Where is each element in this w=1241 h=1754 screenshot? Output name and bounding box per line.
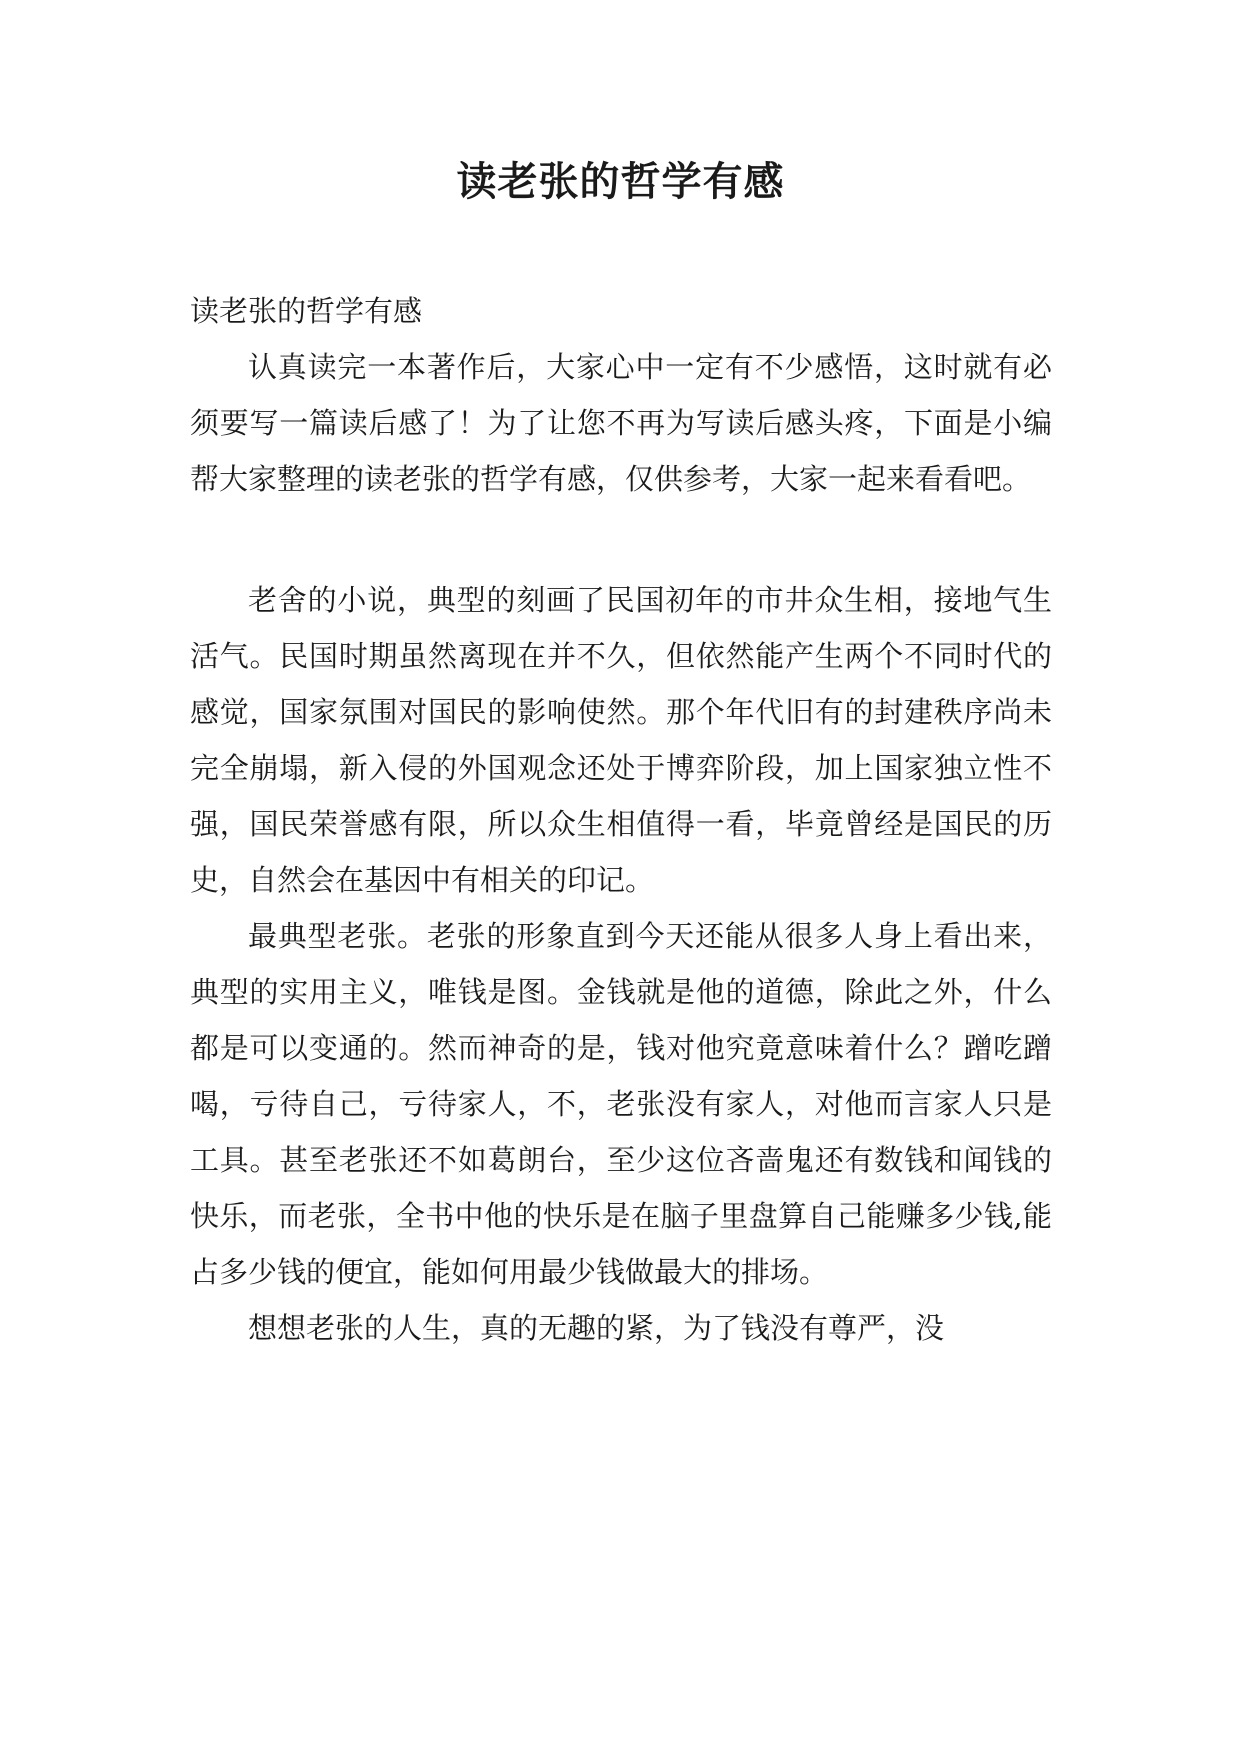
document-title: 读老张的哲学有感: [456, 159, 785, 205]
intro-paragraph: 认真读完一本著作后，大家心中一定有不少感悟，这时就有必须要写一篇读后感了！为了让您不再为写读后感头疼，下面是小编帮大家整理的读老张的哲学有感，仅供参考，大家一起来看看吧。: [190, 350, 1052, 496]
paragraph-spacer: [190, 507, 1052, 572]
document-subtitle: 读老张的哲学有感: [190, 294, 423, 328]
document-body: [190, 283, 1052, 1356]
body-paragraph: 老舍的小说，典型的刻画了民国初年的市井众生相，接地气生活气。民国时期虽然离现在并不久，但依然能产生两个不同时代的感觉，国家氛围对国民的影响使然。那个年代旧有的封建秩序尚未完全崩塌，新入侵的外国观念还处于博弈阶段，加上国家独立性不强，国民荣誉感有限，所以众生相值得一看，毕竟曾经是国民的历史，自然会在基因中有相关的印记。: [190, 583, 1052, 897]
body-paragraph: 想想老张的人生，真的无趣的紧，为了钱没有尊严，没: [248, 1311, 945, 1345]
body-paragraph: 最典型老张。老张的形象直到今天还能从很多人身上看出来，典型的实用主义，唯钱是图。金钱就是他的道德，除此之外，什么都是可以变通的。然而神奇的是，钱对他究竟意味着什么？蹭吃蹭喝，亏待自己，亏待家人，不，老张没有家人，对他而言家人只是工具。甚至老张还不如葛朗台，至少这位吝啬鬼还有数钱和闻钱的快乐，而老张，全书中他的快乐是在脑子里盘算自己能赚多少钱,能占多少钱的便宜，能如何用最少钱做最大的排场。: [190, 919, 1052, 1289]
